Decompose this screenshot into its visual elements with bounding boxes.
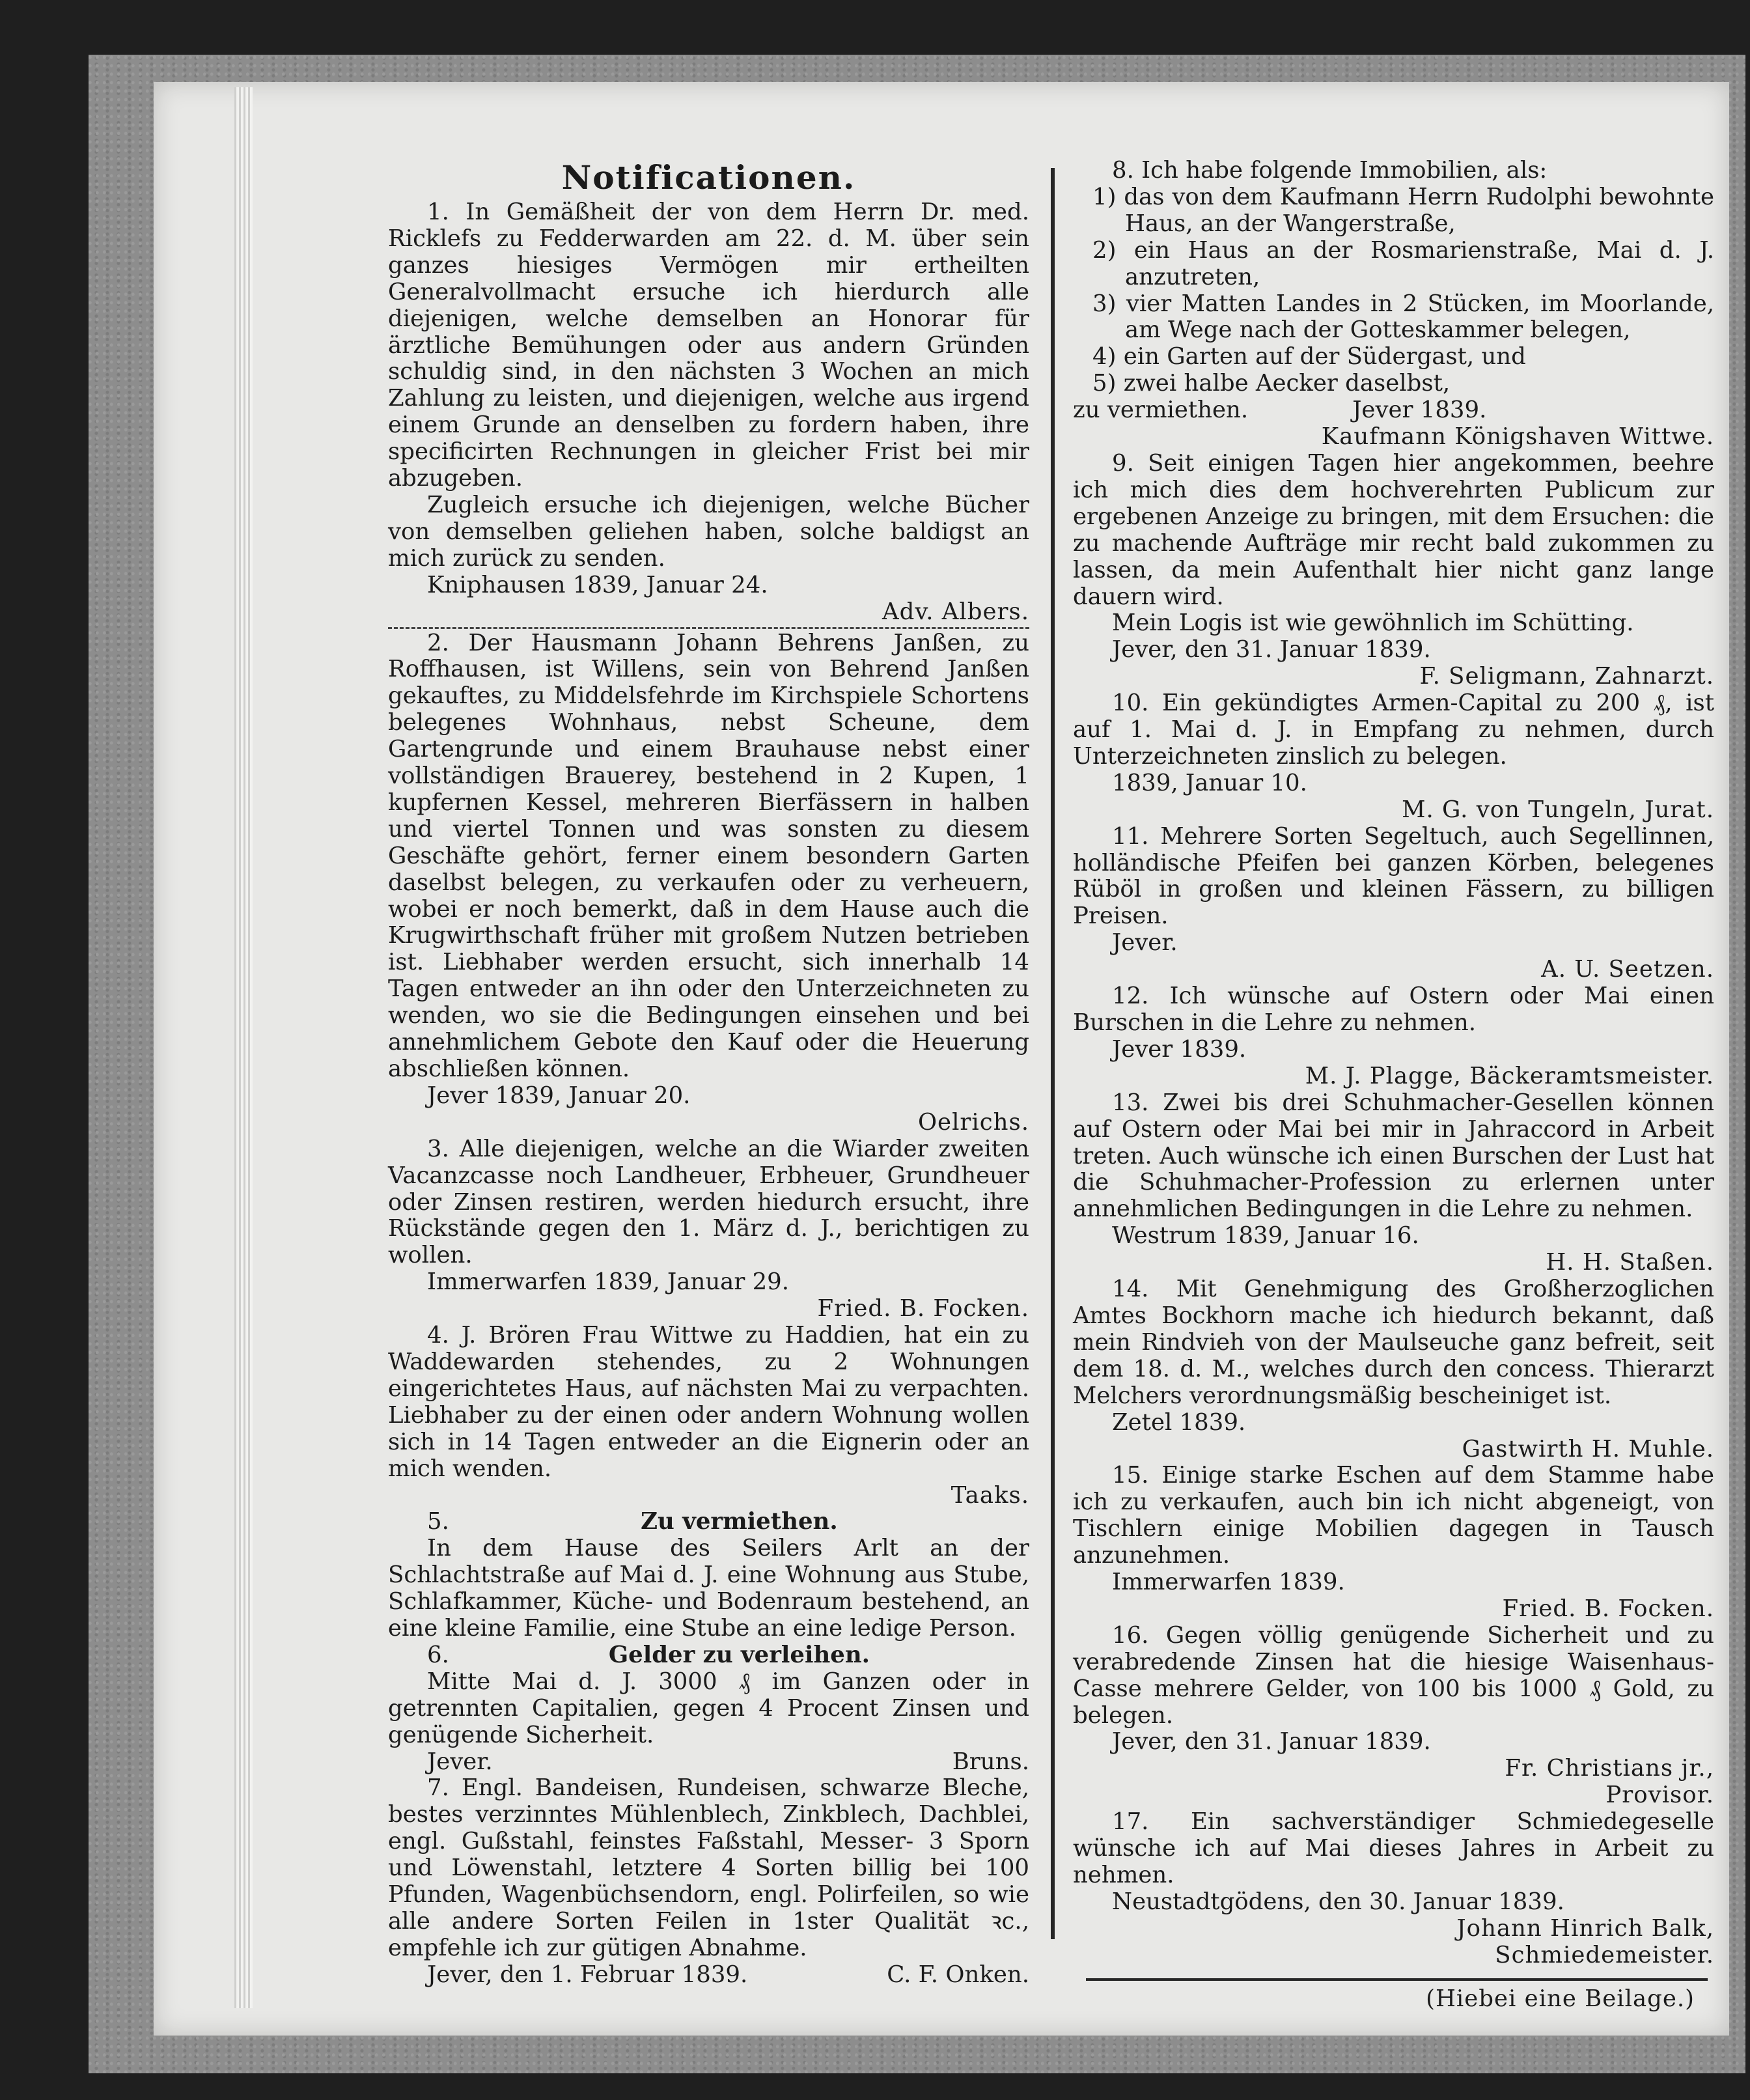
notice-place-date: Jever, den 1. Februar 1839. bbox=[427, 1961, 748, 1988]
notice-10 bbox=[1073, 690, 1714, 824]
right-column bbox=[1073, 158, 1714, 2013]
notice-text: 4. J. Brören Frau Wittwe zu Haddien, hat ein zu Waddewarden stehendes, zu 2 Wohnungen eingerichtetes Haus, auf nächsten Mai zu verpachten. Liebhaber zu der einen oder andern Wohnung wollen sich in 14 Tagen entweder an die Eignerin oder an mich wenden. bbox=[388, 1322, 1029, 1482]
notice-signature: Fr. Christians jr., bbox=[1505, 1755, 1714, 1782]
bottom-rule bbox=[1086, 1969, 1708, 1981]
notice-signature: M. G. von Tungeln, Jurat. bbox=[1402, 796, 1714, 823]
notice-7 bbox=[388, 1775, 1029, 1988]
notice-place-date: Jever. bbox=[427, 1748, 493, 1775]
notice-signature: H. H. Staßen. bbox=[1546, 1249, 1714, 1276]
notice-signature: Taaks. bbox=[951, 1481, 1029, 1509]
notice-text: 16. Gegen völlig genügende Sicherheit und zu verabredende Zinsen hat die hiesige Waisenhaus-Casse mehrere Gelder, von 100 bis 1000 ₰ Gold, zu belegen. bbox=[1073, 1621, 1714, 1729]
supplement-note: (Hiebei eine Beilage.) bbox=[1426, 1985, 1695, 2012]
page-heading: Notificationen. bbox=[561, 158, 856, 197]
notice-signature: Fried. B. Focken. bbox=[817, 1295, 1029, 1323]
list-item: 4) ein Garten auf der Südergast, und bbox=[1092, 343, 1526, 371]
notice-text: zu vermiethen. bbox=[1073, 397, 1249, 424]
notice-signature: Johann Hinrich Balk, bbox=[1456, 1914, 1714, 1942]
notice-place-date: Jever 1839. bbox=[1112, 1035, 1247, 1063]
notice-place-date: Zetel 1839. bbox=[1112, 1408, 1246, 1436]
notice-place-date: Jever, den 31. Januar 1839. bbox=[1112, 636, 1431, 664]
notice-2 bbox=[388, 630, 1029, 1136]
notice-text: 11. Mehrere Sorten Segeltuch, auch Segellinnen, holländische Pfeifen bei ganzen Körben, belegenes Rüböl in großen und kleinen Fässern, zu billigen Preisen. bbox=[1073, 822, 1714, 930]
notice-text: Zugleich ersuche ich diejenigen, welche Bücher von demselben geliehen haben, solche baldigst an mich zurück zu senden. bbox=[388, 491, 1029, 572]
left-column bbox=[388, 158, 1029, 1989]
divider bbox=[388, 627, 1029, 629]
notice-number: 6. bbox=[427, 1641, 449, 1668]
notice-text: 12. Ich wünsche auf Ostern oder Mai einen Burschen in die Lehre zu nehmen. bbox=[1073, 983, 1714, 1036]
list-item: 1) das von dem Kaufmann Herrn Rudolphi bewohnte Haus, an der Wangerstraße, bbox=[1092, 183, 1714, 237]
notice-text: 13. Zwei bis drei Schuhmacher-Gesellen können auf Ostern oder Mai bei mir in Jahraccord in Arbeit treten. Auch wünsche ich einen Burschen der Lust hat die Schuhmacher-Profession zu erlernen unter annehmlichen Bedingungen in die Lehre zu nehmen. bbox=[1073, 1089, 1714, 1223]
notice-place-date: 1839, Januar 10. bbox=[1112, 769, 1307, 796]
notice-text: 15. Einige starke Eschen auf dem Stamme habe ich zu verkaufen, auch bin ich nicht abgeneigt, von Tischlern einige Mobilien dagegen in Tausch anzunehmen. bbox=[1073, 1462, 1714, 1569]
notice-text: 8. Ich habe folgende Immobilien, als: bbox=[1112, 157, 1548, 184]
notice-text: 14. Mit Genehmigung des Großherzoglichen Amtes Bockhorn mache ich hiedurch bekannt, daß mein Rindvieh von der Maulseuche ganz befreit, seit dem 18. d. M., welches durch den concess. Thierarzt Melchers verordnungsmäßig bescheiniget ist. bbox=[1073, 1276, 1714, 1409]
notice-16 bbox=[1073, 1623, 1714, 1809]
notice-title: Gelder zu verleihen. bbox=[608, 1641, 870, 1668]
list-item: 2) ein Haus an der Rosmarienstraße, Mai d. J. anzutreten, bbox=[1092, 236, 1714, 290]
notice-13 bbox=[1073, 1090, 1714, 1276]
column-divider bbox=[1051, 168, 1055, 1939]
list-item: 3) vier Matten Landes in 2 Stücken, im Moorlande, am Wege nach der Gotteskammer belegen, bbox=[1092, 290, 1714, 344]
notice-place-date: Immerwarfen 1839. bbox=[1112, 1569, 1345, 1596]
notice-text: 1. In Gemäßheit der von dem Herrn Dr. med. Ricklefs zu Fedderwarden am 22. d. M. über sein ganzes hiesiges Vermögen mir ertheilten Generalvollmacht ersuche ich hierdurch alle diejenigen, welche demselben an Honorar für ärztliche Bemühungen oder aus andern Gründen schuldig sind, in den nächsten 3 Wochen an mich Zahlung zu leisten, und diejenigen, welche aus irgend einem Grunde an denselben zu fordern haben, ihre specificirten Rechnungen in gleicher Frist bei mir abzugeben. bbox=[388, 199, 1029, 492]
notice-place-date: Westrum 1839, Januar 16. bbox=[1112, 1222, 1419, 1250]
notice-signature: F. Seligmann, Zahnarzt. bbox=[1419, 663, 1714, 690]
notice-signature-title: Schmiedemeister. bbox=[1495, 1941, 1714, 1968]
notice-5 bbox=[388, 1509, 1029, 1642]
notice-4 bbox=[388, 1323, 1029, 1509]
notice-place-date: Jever. bbox=[1112, 929, 1178, 957]
notice-text: Mitte Mai d. J. 3000 ₰ im Ganzen oder in getrennten Capitalien, gegen 4 Procent Zinsen und genügende Sicherheit. bbox=[388, 1668, 1029, 1748]
notice-place-date: Kniphausen 1839, Januar 24. bbox=[427, 571, 768, 598]
notice-6 bbox=[388, 1642, 1029, 1776]
notice-signature: Oelrichs. bbox=[917, 1108, 1029, 1136]
notice-11 bbox=[1073, 824, 1714, 983]
notice-signature: A. U. Seetzen. bbox=[1541, 956, 1714, 983]
notice-place-date: Jever 1839. bbox=[1352, 397, 1487, 424]
notice-text: In dem Hause des Seilers Arlt an der Schlachtstraße auf Mai d. J. eine Wohnung aus Stube, Schlafkammer, Küche- und Bodenraum bestehend, an eine kleine Familie, eine Stube an eine ledige Person. bbox=[388, 1535, 1029, 1642]
notice-place-date: Immerwarfen 1839, Januar 29. bbox=[427, 1268, 790, 1296]
notice-signature: Kaufmann Königshaven Wittwe. bbox=[1321, 423, 1714, 451]
list-item: 5) zwei halbe Aecker daselbst, bbox=[1092, 370, 1451, 397]
notice-text: 2. Der Hausmann Johann Behrens Janßen, zu Roffhausen, ist Willens, sein von Behrend Janßen gekauftes, zu Middelsfehrde im Kirchspiele Schortens belegenes Wohnhaus, nebst Scheune, dem Gartengrunde und einem Brauhause nebst einer vollständigen Brauerey, bestehend in 2 Kupen, 1 kupfernen Kessel, mehreren Bierfässern in halben und viertel Tonnen und was sonsten zu diesem Geschäfte gehört, ferner einem besondern Garten daselbst belegen, zu verkaufen oder zu verheuern, wobei er noch bemerkt, daß in dem Hause auch die Krugwirthschaft früher mit großem Nutzen betrieben ist. Liebhaber werden ersucht, sich innerhalb 14 Tagen entweder an ihn oder den Unterzeichneten zu wenden, wo sie die Bedingungen einsehen und bei annehmlichem Gebote den Kauf oder die Heuerung abschließen können. bbox=[388, 629, 1029, 1082]
notice-place-date: Neustadtgödens, den 30. Januar 1839. bbox=[1112, 1888, 1564, 1915]
notice-text: 7. Engl. Bandeisen, Rundeisen, schwarze Bleche, bestes verzinntes Mühlenblech, Zinkblech, Dachblei, engl. Gußstahl, feinstes Faßstahl, Messer- 3 Sporn und Löwenstahl, letztere 4 Sorten billig bei 100 Pfunden, Wagenbüchsendorn, engl. Polirfeilen, so wie alle andere Sorten Feilen in 1ster Qualität ꝛc., empfehle ich zur gütigen Abnahme. bbox=[388, 1774, 1029, 1961]
notice-8 bbox=[1073, 158, 1714, 451]
notice-signature: Adv. Albers. bbox=[882, 598, 1029, 625]
notice-9 bbox=[1073, 451, 1714, 690]
notice-signature-title: Provisor. bbox=[1605, 1782, 1714, 1809]
notice-text: 3. Alle diejenigen, welche an die Wiarder zweiten Vacanzcasse noch Landheuer, Erbheuer, Grundheuer oder Zinsen restiren, werden hiedurch ersucht, ihre Rückstände gegen den 1. März d. J., berichtigen zu wollen. bbox=[388, 1135, 1029, 1269]
notice-title: Zu vermiethen. bbox=[641, 1508, 838, 1535]
notice-signature: Fried. B. Focken. bbox=[1502, 1595, 1714, 1622]
notice-place-date: Jever 1839, Januar 20. bbox=[427, 1082, 691, 1109]
notice-signature: M. J. Plagge, Bäckeramtsmeister. bbox=[1305, 1062, 1714, 1089]
notice-text: 17. Ein sachverständiger Schmiedegeselle wünsche ich auf Mai dieses Jahres in Arbeit zu nehmen. bbox=[1073, 1808, 1714, 1888]
notice-number: 5. bbox=[427, 1508, 449, 1535]
notice-text: 9. Seit einigen Tagen hier angekommen, beehre ich mich dies dem hochverehrten Publicum zur ergebenen Anzeige zu bringen, mit dem Ersuchen: die zu machende Aufträge mir recht bald zukommen zu lassen, da mein Aufenthalt hier nicht ganz lange dauern wird. bbox=[1073, 449, 1714, 610]
notice-text: 10. Ein gekündigtes Armen-Capital zu 200 ₰, ist auf 1. Mai d. J. in Empfang zu nehmen, durch Unterzeichneten zinslich zu belegen. bbox=[1073, 690, 1714, 770]
page-edge bbox=[234, 87, 253, 2008]
notice-signature: Bruns. bbox=[952, 1748, 1029, 1775]
notice-3 bbox=[388, 1136, 1029, 1323]
notice-text: Mein Logis ist wie gewöhnlich im Schütting. bbox=[1112, 609, 1634, 637]
notice-signature: Gastwirth H. Muhle. bbox=[1462, 1435, 1714, 1463]
notice-12 bbox=[1073, 983, 1714, 1090]
notice-place-date: Jever, den 31. Januar 1839. bbox=[1112, 1728, 1431, 1756]
notice-1 bbox=[388, 199, 1029, 626]
notice-signature: C. F. Onken. bbox=[887, 1961, 1029, 1988]
notice-15 bbox=[1073, 1463, 1714, 1622]
notice-14 bbox=[1073, 1276, 1714, 1463]
notice-17 bbox=[1073, 1809, 1714, 1968]
